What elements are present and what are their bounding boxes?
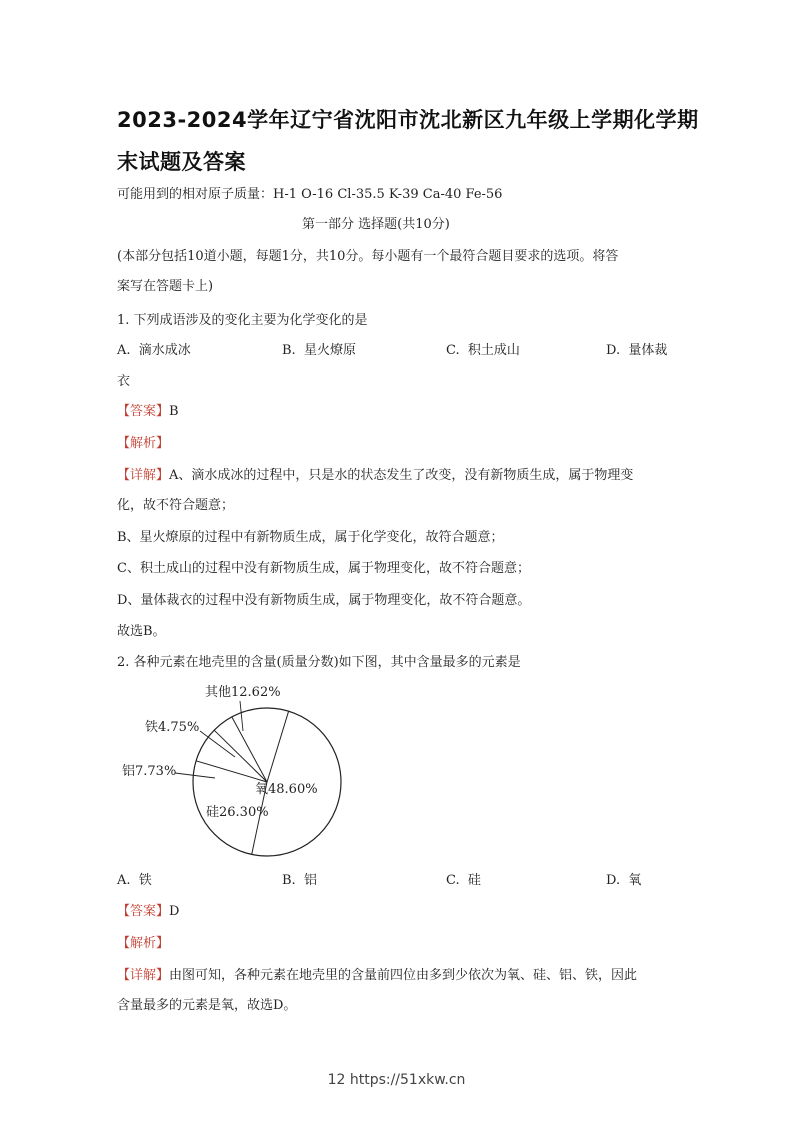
q1-detail-line-4: C、积土成山的过程中没有新物质生成，属于物理变化，故不符合题意；	[117, 561, 530, 576]
pie-label-硅: 硅26.30%	[206, 805, 269, 820]
answer-value: D	[169, 904, 180, 919]
option-text: 氧	[628, 873, 642, 888]
option-text: 积土成山	[467, 343, 520, 358]
option-letter: C.	[446, 873, 460, 888]
option-letter: B.	[282, 873, 296, 888]
page-footer: 12 https://51xkw.cn	[327, 1072, 466, 1088]
option-text: 铁	[138, 873, 152, 888]
q2-option-c	[446, 873, 481, 889]
atomic-masses-line: 可能用到的相对原子质量：H-1 O-16 Cl-35.5 K-39 Ca-40 Fe-56	[117, 187, 503, 202]
q2-detail-line-1	[117, 968, 637, 984]
option-letter: D.	[606, 873, 621, 888]
q1-analysis-tag: 【解析】	[117, 436, 170, 451]
q2-option-d	[606, 873, 641, 889]
part-heading: 第一部分 选择题(共10分)	[302, 217, 450, 232]
q1-option-a	[117, 343, 191, 359]
q1-detail-line-1	[117, 468, 633, 484]
detail-tag: 【详解】	[117, 968, 170, 983]
q1-detail-line-2: 化，故不符合题意；	[117, 498, 235, 513]
q1-answer-line	[117, 404, 179, 420]
document-title-line-2: 末试题及答案	[117, 150, 246, 174]
q2-detail-line-2: 含量最多的元素是氧，故选D。	[117, 998, 297, 1013]
q2-option-a	[117, 873, 152, 889]
pie-label-铝: 铝7.73%	[122, 764, 177, 779]
q1-detail-line-5: D、量体裁衣的过程中没有新物质生成，属于物理变化，故不符合题意。	[117, 593, 531, 608]
option-text: 硅	[467, 873, 481, 888]
earth-crust-element-pie-chart	[100, 676, 360, 866]
answer-value: B	[169, 404, 179, 419]
document-title-line-1: 2023-2024学年辽宁省沈阳市沈北新区九年级上学期化学期	[117, 108, 699, 132]
q2-analysis-tag: 【解析】	[117, 936, 170, 951]
option-text: 铝	[303, 873, 317, 888]
option-letter: A.	[117, 343, 131, 358]
q1-detail-line-3: B、星火燎原的过程中有新物质生成，属于化学变化，故符合题意；	[117, 530, 504, 545]
answer-tag: 【答案】	[117, 904, 170, 919]
option-text: 滴水成冰	[138, 343, 191, 358]
q1-detail-line-6: 故选B。	[117, 624, 166, 639]
instructions-line-2: 案写在答题卡上)	[117, 279, 214, 294]
detail-text: 由图可知，各种元素在地壳里的含量前四位由多到少依次为氧、硅、铝、铁，因此	[169, 968, 638, 983]
option-text: 星火燎原	[303, 343, 356, 358]
q1-option-c	[446, 343, 520, 359]
pie-label-其他: 其他12.62%	[205, 685, 281, 700]
option-text: 量体裁	[628, 343, 668, 358]
detail-text: A、滴水成冰的过程中，只是水的状态发生了改变，没有新物质生成，属于物理变	[169, 468, 634, 483]
option-letter: B.	[282, 343, 296, 358]
detail-tag: 【详解】	[117, 468, 170, 483]
answer-tag: 【答案】	[117, 404, 170, 419]
q1-option-d-wrap: 衣	[117, 374, 131, 389]
q1-option-b	[282, 343, 356, 359]
q2-option-b	[282, 873, 317, 889]
option-letter: D.	[606, 343, 621, 358]
question-1-stem: 1. 下列成语涉及的变化主要为化学变化的是	[117, 313, 368, 328]
question-2-stem: 2. 各种元素在地壳里的含量(质量分数)如下图，其中含量最多的元素是	[117, 655, 521, 670]
option-letter: C.	[446, 343, 460, 358]
pie-label-氧: 氧48.60%	[255, 782, 318, 797]
q2-answer-line	[117, 904, 179, 920]
pie-label-铁: 铁4.75%	[145, 720, 200, 735]
q1-option-d	[606, 343, 667, 359]
instructions-line-1: (本部分包括10道小题，每题1分，共10分。每小题有一个最符合题目要求的选项。将答	[117, 249, 619, 264]
option-letter: A.	[117, 873, 131, 888]
